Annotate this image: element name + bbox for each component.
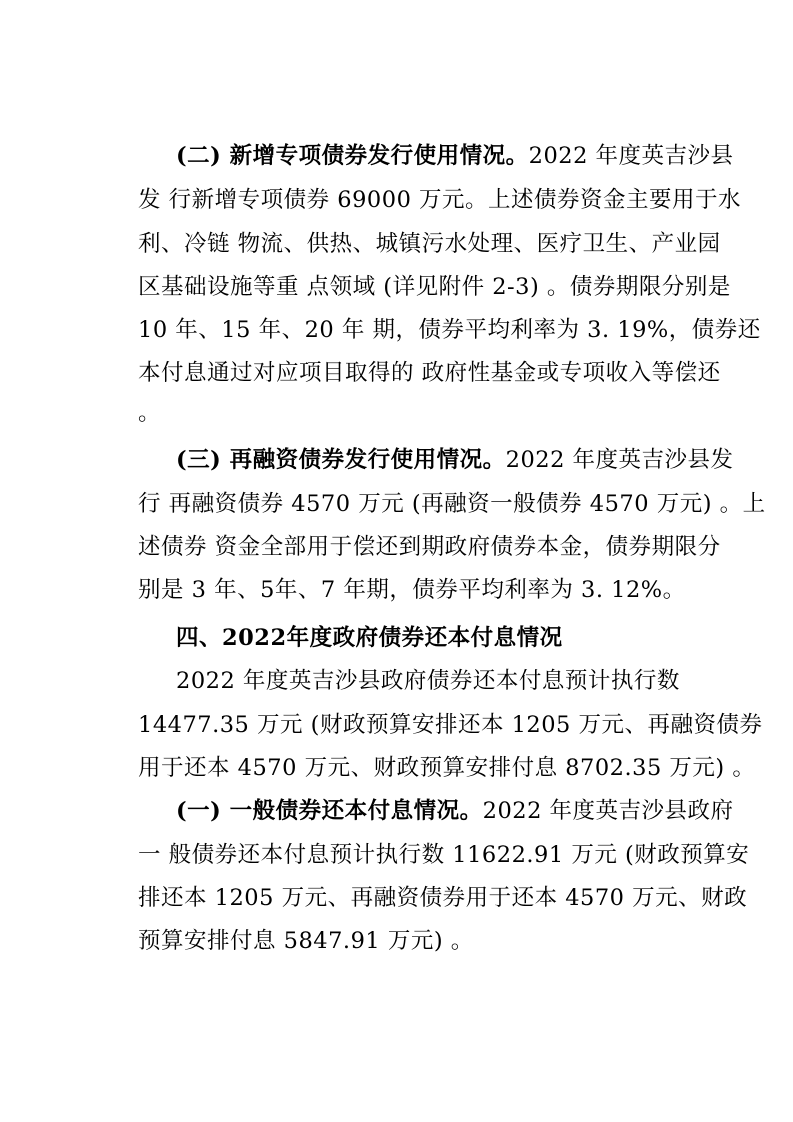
section-4-text-2: 用于还本 4570 万元、财政预算安排付息 8702.35 万元) 。 xyxy=(138,755,756,781)
section-2-heading: (二) 新增专项债券发行使用情况。 xyxy=(176,143,529,169)
section-4-1-first-line xyxy=(176,796,734,826)
section-3-heading: (三) 再融资债券发行使用情况。 xyxy=(176,447,506,473)
section-4-heading: 四、2022年度政府债券还本付息情况 xyxy=(176,625,563,651)
section-3-text-1: 行 再融资债券 4570 万元 (再融资一般债券 4570 万元) 。上 xyxy=(138,491,766,517)
section-4-1-text-0: 2022 年度英吉沙县政府 xyxy=(482,798,734,824)
section-3-first-line xyxy=(176,445,734,475)
section-2-text-5: 本付息通过对应项目取得的 政府性基金或专项收入等偿还 xyxy=(138,360,721,386)
section-4-1-text-3: 预算安排付息 5847.91 万元) 。 xyxy=(138,928,474,954)
section-2-text-0: 2022 年度英吉沙县 xyxy=(528,143,734,169)
section-4-1-heading: (一) 一般债券还本付息情况。 xyxy=(176,798,483,824)
section-2-text-1: 发 行新增专项债券 69000 万元。上述债券资金主要用于水 xyxy=(138,187,742,213)
section-3-text-2: 述债券 资金全部用于偿还到期政府债券本金，债券期限分 xyxy=(138,534,721,560)
section-4-1-text-2: 排还本 1205 万元、再融资债券用于还本 4570 万元、财政 xyxy=(138,885,748,911)
section-3-text-3: 别是 3 年、5年、7 年期，债券平均利率为 3. 12%。 xyxy=(138,577,686,603)
section-2-text-4: 10 年、15 年、20 年 期，债券平均利率为 3. 19%，债券还 xyxy=(138,317,761,343)
section-2-text-3: 区基础设施等重 点领域 (详见附件 2-3) 。债券期限分别是 xyxy=(138,274,731,300)
section-2-first-line xyxy=(176,141,734,171)
section-3-text-0: 2022 年度英吉沙县发 xyxy=(505,447,734,473)
section-2-text-2: 利、冷链 物流、供热、城镇污水处理、医疗卫生、产业园 xyxy=(138,231,721,257)
section-4-text-0: 2022 年度英吉沙县政府债券还本付息预计执行数 xyxy=(176,668,680,694)
section-4-1-text-1: 一 般债券还本付息预计执行数 11622.91 万元 (财政预算安 xyxy=(138,842,750,868)
section-4-text-1: 14477.35 万元 (财政预算安排还本 1205 万元、再融资债券 xyxy=(138,712,763,738)
section-2-text-6: 。 xyxy=(138,400,162,426)
